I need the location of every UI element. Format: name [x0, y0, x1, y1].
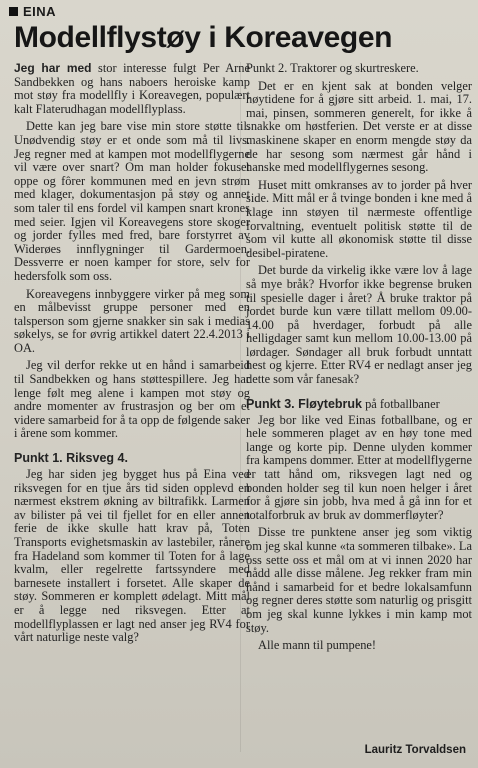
paragraph: Jeg vil derfor rekke ut en hånd i samarbeid til Sandbekken og hans støttespillere. Jeg har lenge følt meg alene i kampen mot støy og andre momenter av frustrasjon og ber om et videre samarbeid for å ta opp de følgende saker i årene som kommer. [14, 358, 250, 441]
paragraph: Alle mann til pumpene! [258, 638, 377, 653]
paragraph: Huset mitt omkranses av to jorder på hver side. Mitt mål er å tvinge bonden i kne med å klage inn støyen til nærmeste offentlige forvaltning, eventuelt politisk støtte til de som vil kutte all økonomisk støtte til disse desibel-piratene. [246, 177, 472, 260]
right-column [246, 62, 472, 657]
paragraph: Jeg bor like ved Einas fotballbane, og er hele sommeren plaget av en høy tone med lange og korte pip. Denne ulyden kommer fra kampens dommer. Etter at modellflygerne er tatt hånd om, riksvegen lagt ned og bonden holder seg til kun noen helger i året for å gjøre sin jobb, hva med å gå inn for et totalforbruk av bruk av dommerfløyter? [246, 412, 472, 522]
headline: Modellflystøy i Koreavegen [14, 21, 393, 54]
paragraph: Det burde da virkelig ikke være lov å lage så mye bråk? Hvorfor ikke begrense bruken til spesielle dager i året? Å bruke traktor på jordet burde kun være tillatt mellom 09.00-14.00 på hverdager, forbudt på alle helligdager samt kun mellom 10.00-13.00 på lørdager. Søndager all bruk forbudt unntatt hest og kjerre. Etter RV4 er nedlagt anser jeg dette som vår fanesak? [246, 263, 472, 387]
subheading: Punkt 1. Riksveg 4. [14, 451, 128, 466]
paragraph: Jeg har siden jeg bygget hus på Eina ved riksvegen for en tjue års tid siden opplevd en nærmest ekstrem økning av biltrafikk. Larmen av bilister på vei til fjellet for en eller annen ferie de ikke skulle hatt krav på, Toten Transports evighetsmaskin av lastebiler, rånere fra Hadeland som kommer til Toten for å lage kvalm, eller regelrette fartssyndere med barnesete installert i forsetet. Alle skaper de støy. Sommeren er komplett ødelagt. Mitt mål er å legge ned riksvegen. Etter at modellflyplassen er lagt ned anser jeg RV4 for vårt naturlige neste valg? [14, 467, 250, 645]
subheading-rest: på fotballbaner [362, 396, 440, 411]
paragraph: Punkt 2. Traktorer og skurtreskere. [246, 61, 419, 75]
paragraph: Koreavegens innbyggere virker på meg som en målbevisst gruppe personer med en talsperson som gjerne snakker sin sak i medias søkelys, se for øvrig artikkel datert 22.4.2013 i OA. [14, 286, 250, 355]
paragraph-text: stor interesse fulgt Per Arne Sandbekken og hans naboers heroiske kamp mot støy fra modellfly i Koreavegen, populært kalt Flaterudhagan modellflyplass. [14, 61, 250, 116]
left-column [14, 62, 250, 649]
section-kicker [9, 4, 56, 19]
subheading [246, 397, 472, 411]
kicker-text: EINA [23, 4, 57, 19]
paragraph: Dette kan jeg bare vise min store støtte til. Unødvendig støy er et onde som må til livs. Jeg regner med at kampen mot modellflygerne vil være over snart? Om man holder fokuset oppe og fôrer kommunen med en jevn strøm med klager, dokumentasjon på støy og annet som taler til ens fordel vil kampen snart krones med seier. Igjen vil Koreavegens store skoger og jorder fylles med fred, bare forstyrret av Widerøes innflygninger til Gardermoen. Dessverre er noen kamper for store, selv for hedersfolk som oss. [14, 119, 250, 283]
lead-in: Jeg har med [14, 61, 92, 75]
author-signature: Lauritz Torvaldsen [364, 744, 466, 756]
paragraph: Disse tre punktene anser jeg som viktig om jeg skal kunne «ta sommeren tilbake». La oss sette oss et mål om at vi innen 2020 har nådd alle disse målene. Jeg rekker fram min hånd i samarbeid for et bedre lokalsamfunn og regner deres støtte som naturlig og prisgitt om jeg skal kunne lykkes i min kamp mot støy. [246, 525, 472, 635]
paragraph [14, 62, 250, 116]
subheading-bold: Punkt 3. Fløytebruk [246, 396, 362, 411]
paragraph: Det er en kjent sak at bonden velger høytidene for å gjøre sitt arbeid. 1. mai, 17. mai, pinsen, sommeren generelt, for ikke å snakke om høstferien. Det verste er at disse maskinene skaper en enorm mengde støy da de har sesong som nærmest går hånd i hanske med modellflygernes sesong. [246, 78, 472, 175]
square-bullet-icon [9, 7, 18, 16]
